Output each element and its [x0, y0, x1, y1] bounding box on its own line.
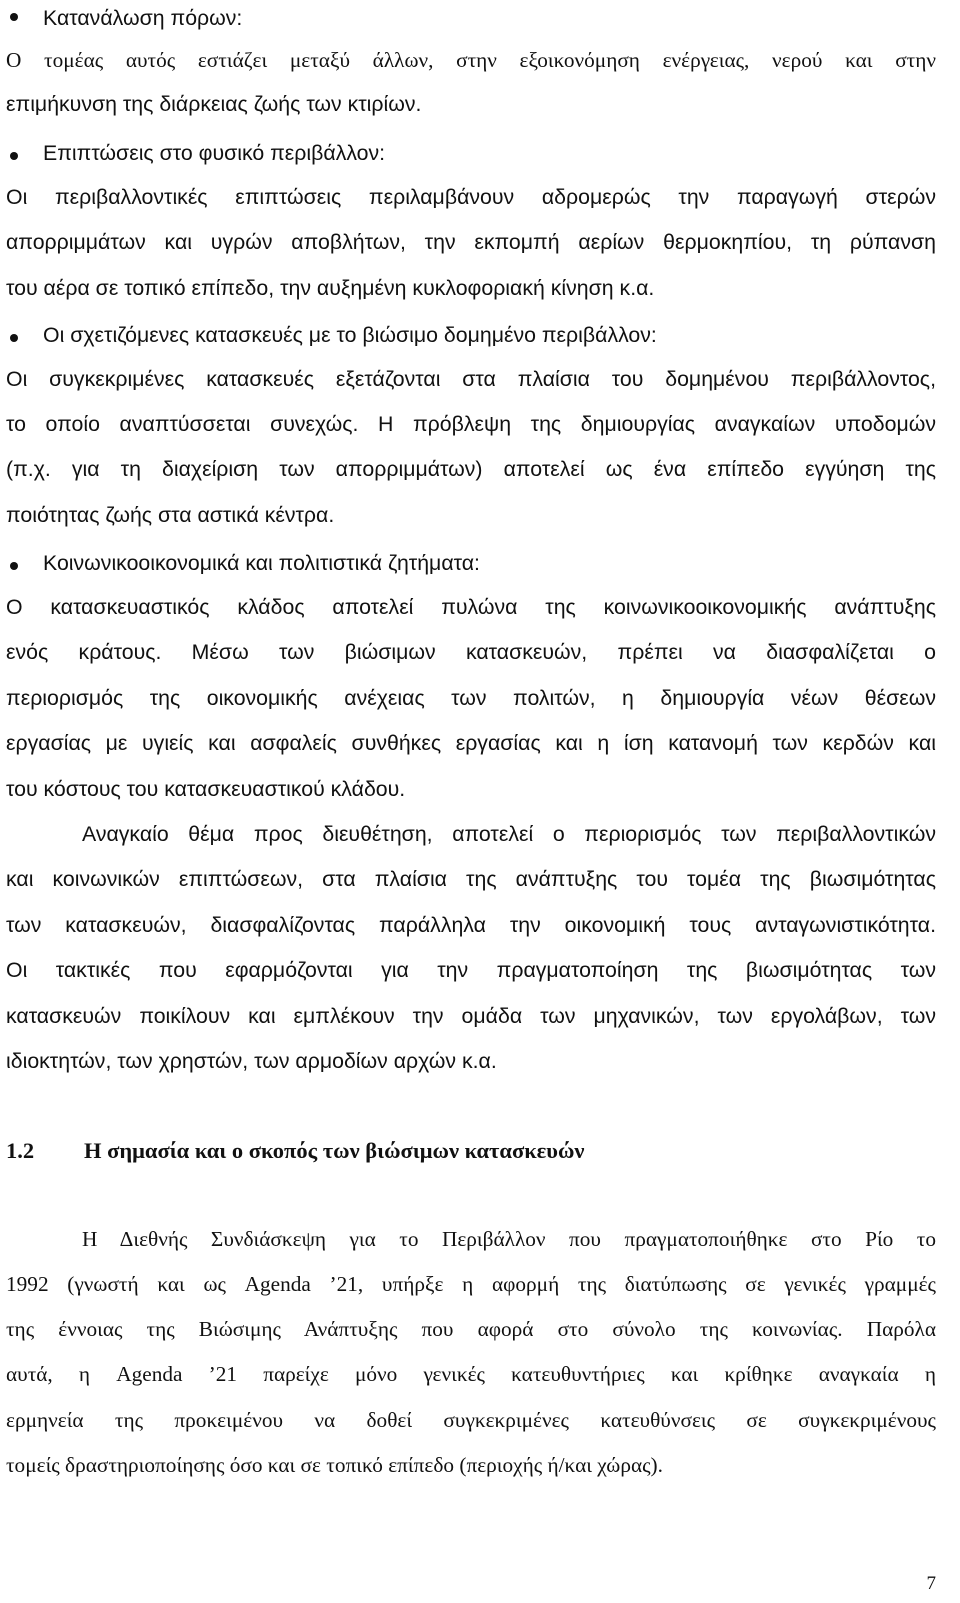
section-heading: Η σημασία και ο σκοπός των βιώσιμων κατασκευών — [84, 1138, 585, 1163]
paragraph-first-line: Αναγκαίο θέμα προς διευθέτηση, αποτελεί ο περιορισμός των περιβαλλοντικών — [82, 822, 936, 846]
text-line: του κόστους του κατασκευαστικού κλάδου. — [6, 777, 406, 801]
text-line: της έννοιας της Βιώσιμης Ανάπτυξης που αφορά στο σύνολο της κοινωνίας. Παρόλα — [6, 1317, 936, 1341]
text-line: τομείς δραστηριοποίησης όσο και σε τοπικό επίπεδο (περιοχής ή/και χώρας). — [6, 1453, 663, 1477]
bullet-title-resource-consumption: Κατανάλωση πόρων: — [43, 6, 243, 30]
text-line: αυτά, η Agenda ’21 παρείχε μόνο γενικές κατευθυντήριες και κρίθηκε αναγκαία η — [6, 1362, 936, 1386]
text-line: των κατασκευών, διασφαλίζοντας παράλληλα την οικονομική τους ανταγωνιστικότητα. — [6, 913, 936, 937]
bullet-title-environmental-impact: Επιπτώσεις στο φυσικό περιβάλλον: — [43, 141, 386, 165]
text-line: Οι περιβαλλοντικές επιπτώσεις περιλαμβάνουν αδρομερώς την παραγωγή στερών — [6, 185, 936, 209]
text-line: του αέρα σε τοπικό επίπεδο, την αυξημένη κυκλοφοριακή κίνηση κ.α. — [6, 276, 655, 300]
text-line: ενός κράτους. Μέσω των βιώσιμων κατασκευών, πρέπει να διασφαλίζεται ο — [6, 640, 936, 664]
text-line: ιδιοκτητών, των χρηστών, των αρμοδίων αρχών κ.α. — [6, 1049, 497, 1073]
bullet-icon — [10, 13, 18, 21]
text-line: Οι τακτικές που εφαρμόζονται για την πραγματοποίηση της βιωσιμότητας των — [6, 958, 936, 982]
page-number: 7 — [926, 1573, 936, 1594]
text-line: επιμήκυνση της διάρκειας ζωής των κτιρίων. — [6, 92, 422, 116]
text-line: το οποίο αναπτύσσεται συνεχώς. Η πρόβλεψη της δημιουργίας αναγκαίων υποδομών — [6, 412, 936, 436]
bullet-icon — [10, 152, 18, 160]
text-line: (π.χ. για τη διαχείριση των απορριμμάτων) αποτελεί ως ένα επίπεδο εγγύηση της — [6, 457, 936, 481]
bullet-icon — [10, 334, 18, 342]
text-line: Οι συγκεκριμένες κατασκευές εξετάζονται στα πλαίσια του δομημένου περιβάλλοντος, — [6, 367, 936, 391]
bullet-icon — [10, 562, 18, 570]
paragraph-first-line: Η Διεθνής Συνδιάσκεψη για το Περιβάλλον που πραγματοποιήθηκε στο Ρίο το — [82, 1227, 936, 1251]
text-line: ποιότητας ζωής στα αστικά κέντρα. — [6, 503, 335, 527]
text-line: Ο κατασκευαστικός κλάδος αποτελεί πυλώνα της κοινωνικοοικονομικής ανάπτυξης — [6, 595, 936, 619]
text-line: απορριμμάτων και υγρών αποβλήτων, την εκπομπή αερίων θερμοκηπίου, τη ρύπανση — [6, 230, 936, 254]
text-line: Ο τομέας αυτός εστιάζει μεταξύ άλλων, στην εξοικονόμηση ενέργειας, νερού και στην — [6, 48, 936, 72]
text-line: και κοινωνικών επιπτώσεων, στα πλαίσια της ανάπτυξης του τομέα της βιωσιμότητας — [6, 867, 936, 891]
text-line: εργασίας με υγιείς και ασφαλείς συνθήκες εργασίας και η ίση κατανομή των κερδών και — [6, 731, 936, 755]
section-number: 1.2 — [6, 1138, 35, 1163]
text-line: περιορισμός της οικονομικής ανέχειας των πολιτών, η δημιουργία νέων θέσεων — [6, 686, 936, 710]
bullet-title-socioeconomic-issues: Κοινωνικοοικονομικά και πολιτιστικά ζητήματα: — [43, 551, 480, 575]
text-line: ερμηνεία της προκειμένου να δοθεί συγκεκριμένες κατευθύνσεις σε συγκεκριμένους — [6, 1408, 936, 1432]
bullet-title-related-constructions: Οι σχετιζόμενες κατασκευές με το βιώσιμο δομημένο περιβάλλον: — [43, 323, 657, 347]
text-line: κατασκευών ποικίλουν και εμπλέκουν την ομάδα των μηχανικών, των εργολάβων, των — [6, 1004, 936, 1028]
text-line: 1992 (γνωστή και ως Agenda ’21, υπήρξε η αφορμή της διατύπωσης σε γενικές γραμμές — [6, 1272, 936, 1296]
